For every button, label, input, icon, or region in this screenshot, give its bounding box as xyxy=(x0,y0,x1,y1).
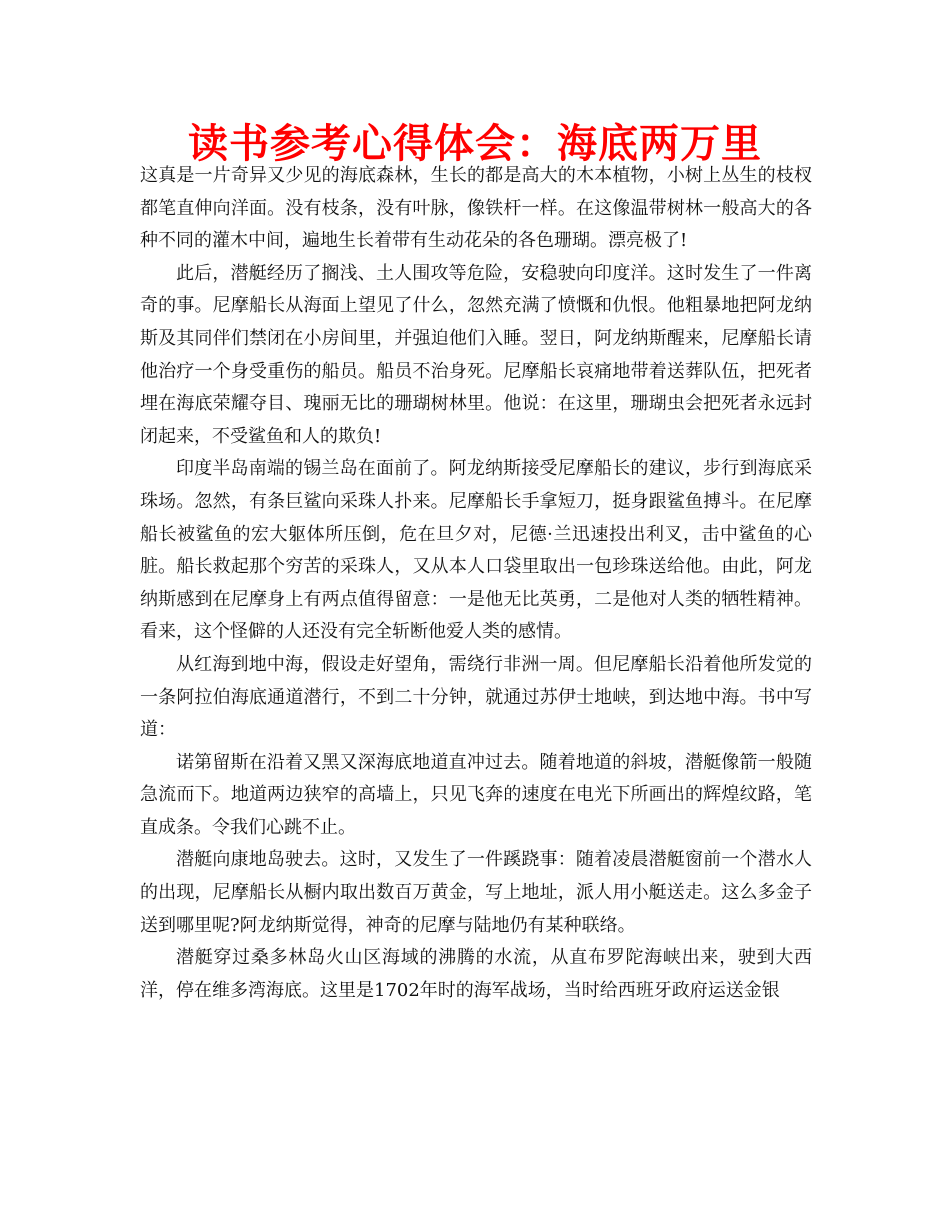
paragraph-arabian-tunnel: 从红海到地中海，假设走好望角，需绕行非洲一周。但尼摩船长沿着他所发觉的一条阿拉伯海底通道潜行，不到二十分钟，就通过苏伊士地峡，到达地中海。书中写道： xyxy=(140,653,812,741)
paragraph-gold: 潜艇向康地岛驶去。这时，又发生了一件蹊跷事：随着凌晨潜艇窗前一个潜水人的出现，尼摩船长从橱内取出数百万黄金，写上地址，派人用小艇送走。这么多金子送到哪里呢?阿龙纳斯觉得，神奇的尼摩与陆地仍有某种联络。 xyxy=(140,849,812,936)
paragraph-pearl-field: 印度半岛南端的锡兰岛在面前了。阿龙纳斯接受尼摩船长的建议，步行到海底采珠场。忽然，有条巨鲨向采珠人扑来。尼摩船长手拿短刀，挺身跟鲨鱼搏斗。在尼摩船长被鲨鱼的宏大躯体所压倒，危在旦夕对，尼德·兰迅速投出利叉，击中鲨鱼的心脏。船长救起那个穷苦的采珠人，又从本人口袋里取出一包珍珠送给他。由此，阿龙纳斯感到在尼摩身上有两点值得留意：一是他无比英勇，二是他对人类的牺牲精神。看来，这个怪僻的人还没有完全斩断他爱人类的感情。 xyxy=(140,458,812,643)
document-body xyxy=(140,160,812,1007)
paragraph-burial: 此后，潜艇经历了搁浅、土人围攻等危险，安稳驶向印度洋。这时发生了一件离奇的事。尼摩船长从海面上望见了什么，忽然充满了愤慨和仇恨。他粗暴地把阿龙纳斯及其同伴们禁闭在小房间里，并强迫他们入睡。翌日，阿龙纳斯醒来，尼摩船长请他治疗一个身受重伤的船员。船员不治身死。尼摩船长哀痛地带着送葬队伍，把死者埋在海底荣耀夺目、瑰丽无比的珊瑚树林里。他说：在这里，珊瑚虫会把死者永远封闭起来，不受鲨鱼和人的欺负! xyxy=(140,262,812,447)
paragraph-quote: 诺第留斯在沿着又黑又深海底地道直冲过去。随着地道的斜坡，潜艇像箭一般随急流而下。地道两边狭窄的高墙上，只见飞奔的速度在电光下所画出的辉煌纹路，笔直成条。令我们心跳不止。 xyxy=(140,751,812,838)
document-title: 读书参考心得体会：海底两万里 xyxy=(188,121,762,167)
paragraph-vigo-bay: 潜艇穿过桑多林岛火山区海域的沸腾的水流，从直布罗陀海峡出来，驶到大西洋，停在维多湾海底。这里是1702年时的海军战场，当时给西班牙政府运送金银 xyxy=(140,947,812,1001)
paragraph-forest: 这真是一片奇异又少见的海底森林，生长的都是高大的木本植物，小树上丛生的枝杈都笔直伸向洋面。没有枝条，没有叶脉，像铁杆一样。在这像温带树林一般高大的各种不同的灌木中间，遍地生长着带有生动花朵的各色珊瑚。漂亮极了! xyxy=(140,165,812,252)
